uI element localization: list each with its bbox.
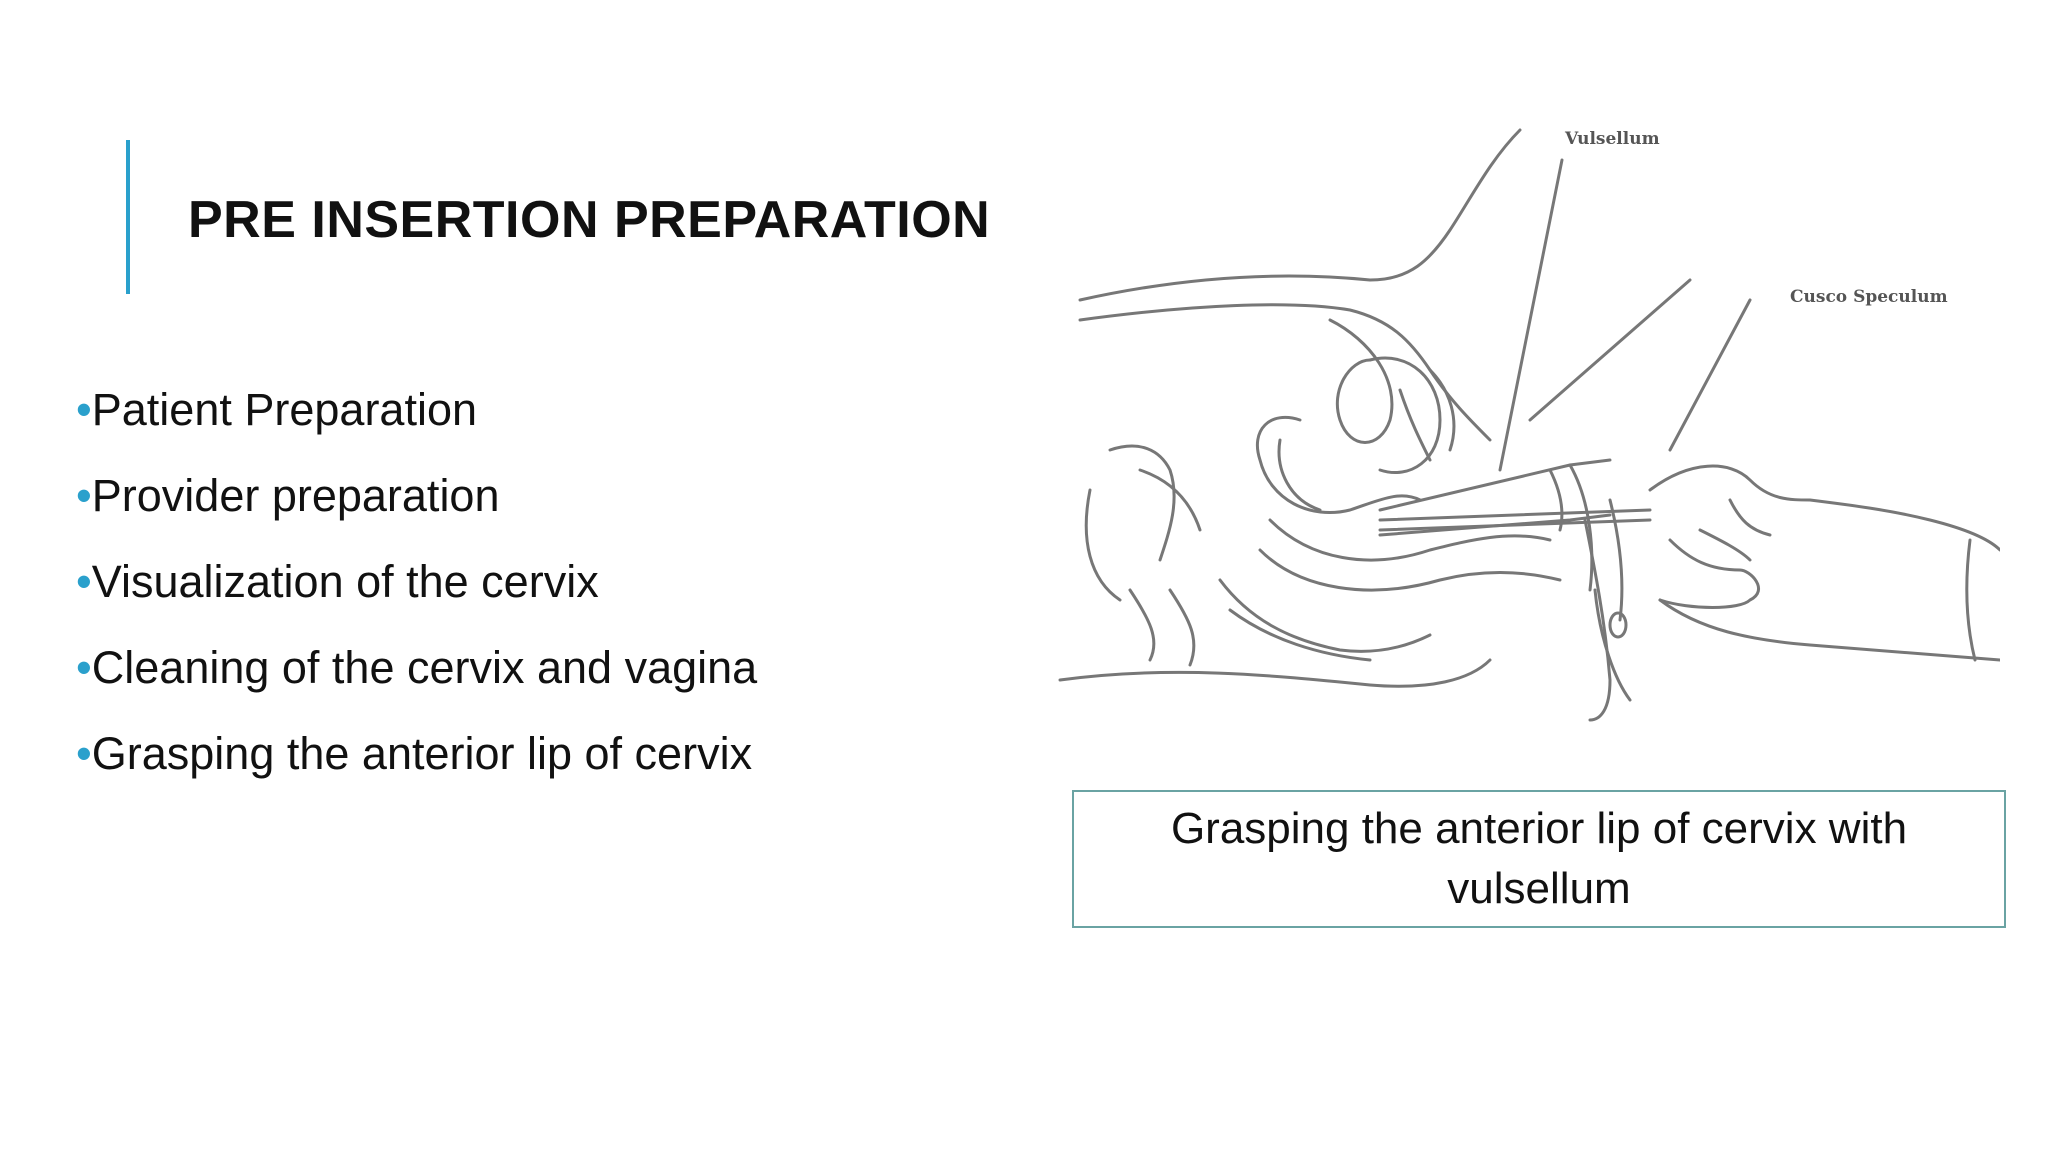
bullet-dot-icon: • <box>76 642 92 693</box>
bullet-dot-icon: • <box>76 728 92 779</box>
bullet-item: •Grasping the anterior lip of cervix <box>76 728 753 779</box>
title-accent-bar <box>126 140 130 294</box>
speculum-label: Cusco Speculum <box>1790 287 1948 307</box>
bullet-list <box>76 380 757 810</box>
bullet-item: •Visualization of the cervix <box>76 556 599 607</box>
bullet-item: •Cleaning of the cervix and vagina <box>76 642 758 693</box>
bullet-item: •Provider preparation <box>76 470 500 521</box>
bullet-item: •Patient Preparation <box>76 384 478 435</box>
figure-caption: Grasping the anterior lip of cervix with vulsellum <box>1072 790 2006 928</box>
bullet-dot-icon: • <box>76 384 92 435</box>
bullet-dot-icon: • <box>76 556 92 607</box>
vulsellum-label: Vulsellum <box>1565 129 1660 149</box>
anatomical-illustration <box>1050 120 2000 740</box>
bullet-dot-icon: • <box>76 470 92 521</box>
slide-title: PRE INSERTION PREPARATION <box>188 191 991 249</box>
